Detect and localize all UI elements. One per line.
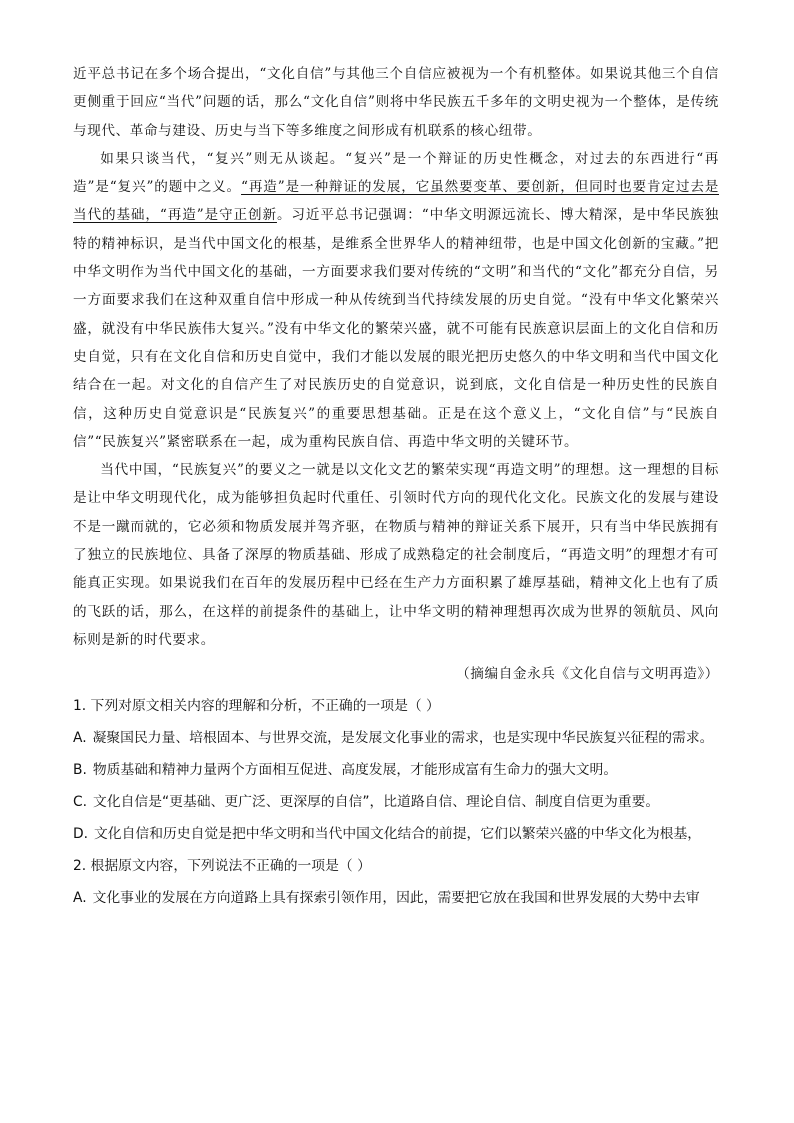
source-citation: （摘编自金永兵《文化自信与文明再造》） bbox=[456, 666, 719, 683]
paragraph-2-end: 。习近平总书记强调：“中华文明源远流长、博大精深，是中华民族独特的精神标识，是当代中国文化的根基，是维系全世界华人的精神纽带，也是中国文化创新的宝藏。”把中华文明作为当代中国文化的基础，一方面要求我们要对传统的“文明”和当代的“文化”都充分自信，另一方面要求我们在这种双重自信中形成一种从传统到当代持续发展的历史自觉。“没有中华文化繁荣兴盛，就没有中华民族伟大复兴。”没有中华文化的繁荣兴盛，就不可能有民族意识层面上的文化自信和历史自觉，只有在文化自信和历史自觉中，我们才能以发展的眼光把历史悠久的中华文明和当代中国文化结合在一起。对文化的自信产生了对民族历史的自觉意识，说到底，文化自信是一种历史性的民族自信，这种历史自觉意识是“民族复兴”的重要思想基础。正是在这个意义上，“文化自信”与“民族自信”“民族复兴”紧密联系在一起，成为重构民族自信、再造中华文明的关键环节。 bbox=[73, 207, 719, 450]
option-label: C. bbox=[73, 794, 88, 811]
question-1-stem: 1. 下列对原文相关内容的理解和分析，不正确的一项是（ ） bbox=[73, 698, 440, 715]
option-text: 文化自信和历史自觉是把中华文明和当代中国文化结合的前提，它们以繁荣兴盛的中华文化为根基， bbox=[94, 826, 702, 843]
option-text: 凝聚国民力量、培根固本、与世界交流，是发展文化事业的需求，也是实现中华民族复兴征程的需求。 bbox=[92, 730, 714, 747]
document-page bbox=[73, 60, 719, 914]
question-1-option-c bbox=[73, 786, 719, 818]
question-1-option-d bbox=[73, 818, 719, 850]
paragraph-2 bbox=[73, 145, 719, 456]
underlined-sentence: “再造”是一种辩证的发展，它虽然要变革、要创新，但同时也要肯定过去是当代的基础，“再造”是守正创新 bbox=[73, 179, 719, 224]
option-text: 文化自信是“更基础、更广泛、更深厚的自信”，比道路自信、理论自信、制度自信更为重要。 bbox=[93, 794, 660, 811]
option-label: B. bbox=[73, 762, 87, 779]
paragraph-3: 当代中国，“民族复兴”的要义之一就是以文化文艺的繁荣实现“再造文明”的理想。这一理想的目标是让中华文明现代化，成为能够担负起时代重任、引领时代方向的现代化文化。民族文化的发展与建设不是一蹴而就的，它必须和物质发展并驾齐驱，在物质与精神的辩证关系下展开，只有当中华民族拥有了独立的民族地位、具备了深厚的物质基础、形成了成熟稳定的社会制度后，“再造文明”的理想才有可能真正实现。如果说我们在百年的发展历程中已经在生产力方面积累了雄厚基础，精神文化上也有了质的飞跃的话，那么，在这样的前提条件的基础上，让中华文明的精神理想再次成为世界的领航员、风向标则是新的时代要求。 bbox=[73, 462, 719, 648]
question-1-option-b bbox=[73, 754, 719, 786]
option-label: D. bbox=[73, 826, 89, 843]
option-text: 文化事业的发展在方向道路上具有探索引领作用，因此，需要把它放在我国和世界发展的大势中去审 bbox=[92, 890, 700, 907]
option-label: A. bbox=[73, 890, 87, 907]
question-1-option-a bbox=[73, 722, 719, 754]
paragraph-1: 近平总书记在多个场合提出，“文化自信”与其他三个自信应被视为一个有机整体。如果说其他三个自信更侧重于回应“当代”问题的话，那么“文化自信”则将中华民族五千多年的文明史视为一个整体，是传统与现代、革命与建设、历史与当下等多维度之间形成有机联系的核心纽带。 bbox=[73, 66, 719, 139]
question-2-option-a bbox=[73, 882, 719, 914]
option-label: A. bbox=[73, 730, 87, 747]
option-text: 物质基础和精神力量两个方面相互促进、高度发展，才能形成富有生命力的强大文明。 bbox=[92, 762, 618, 779]
paragraph-2-start: 如果只谈当代，“复兴”则无从谈起。“复兴”是一个辩证的历史性概念，对过去的东西进行“再造”是“复兴”的题中之义。 bbox=[73, 150, 719, 196]
question-2-stem: 2. 根据原文内容，下列说法不正确的一项是（ ） bbox=[73, 858, 371, 875]
